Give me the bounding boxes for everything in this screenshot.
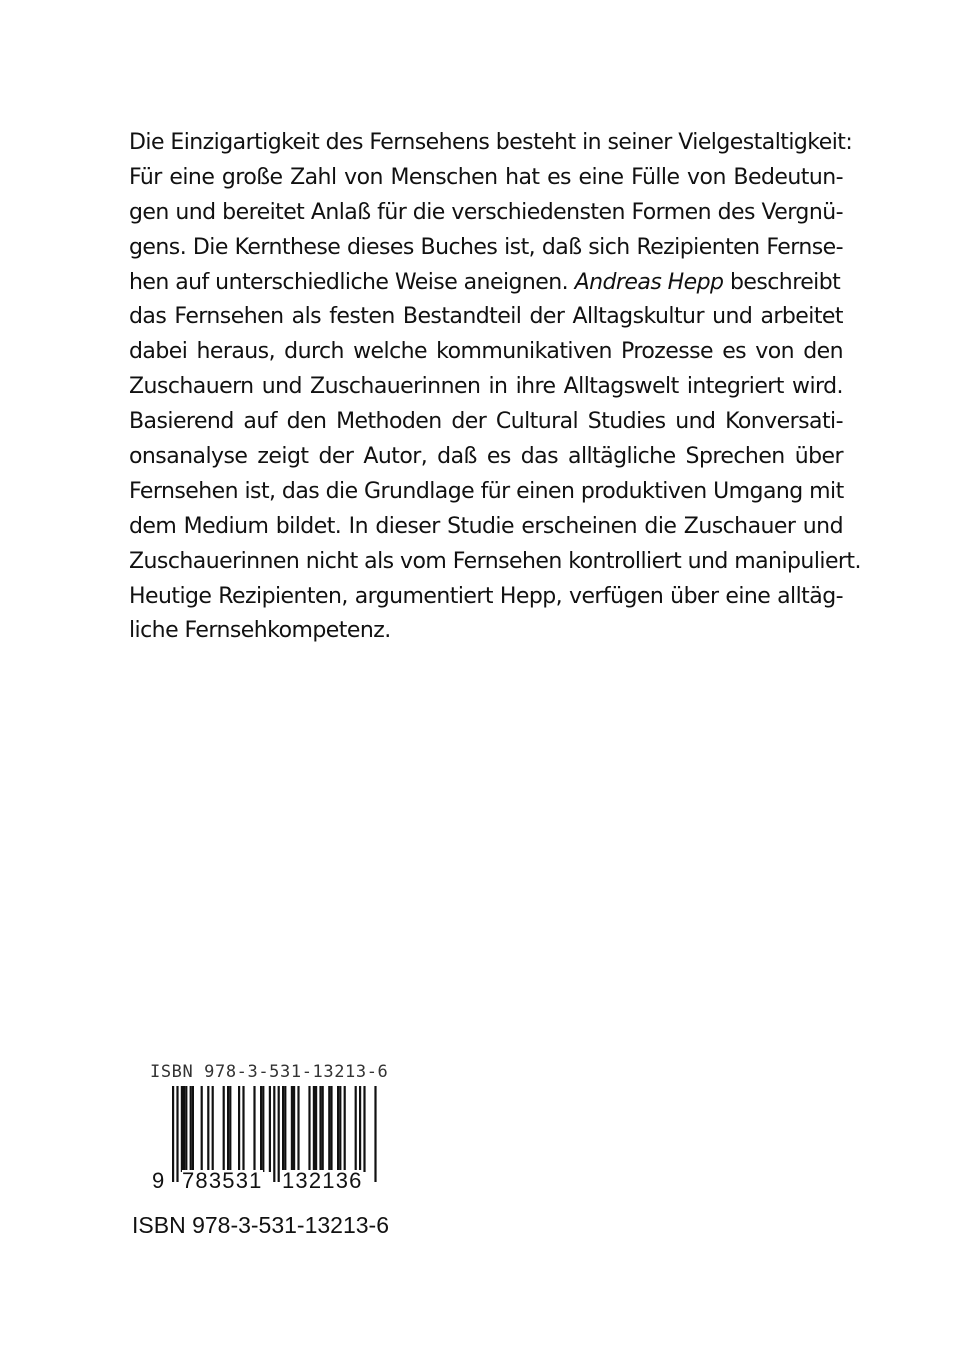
barcode-bar <box>328 1086 330 1172</box>
barcode-bar <box>192 1086 194 1172</box>
blurb-line: das Fernsehen als festen Bestandteil der Alltagskultur und arbeitet <box>129 304 843 330</box>
barcode-bar <box>262 1086 264 1172</box>
barcode-bar <box>344 1086 346 1172</box>
barcode-bar <box>223 1086 225 1172</box>
barcode-bar <box>260 1086 262 1172</box>
barcode-bar <box>319 1086 321 1172</box>
barcode-digits-left: 783531 <box>182 1168 263 1193</box>
blurb-line: onsanalyse zeigt der Autor, daß es das alltägliche Sprechen über <box>129 444 843 470</box>
barcode-bar <box>374 1086 376 1182</box>
barcode-bar <box>359 1086 361 1172</box>
barcode-bar <box>201 1086 203 1172</box>
barcode-bar <box>330 1086 332 1172</box>
barcode-bar <box>229 1086 231 1172</box>
isbn-text: ISBN 978-3-531-13213-6 <box>132 1212 389 1238</box>
blurb-line: dem Medium bildet. In dieser Studie erscheinen die Zuschauer und <box>129 513 843 539</box>
barcode-bar <box>278 1086 280 1182</box>
barcode-bar <box>176 1086 178 1182</box>
barcode-digits-right: 132136 <box>282 1168 363 1193</box>
barcode-bar <box>227 1086 229 1172</box>
barcode-bar <box>185 1086 187 1172</box>
barcode-bar <box>181 1086 183 1172</box>
blurb-line: Zuschauern und Zuschauerinnen in ihre Alltagswelt integriert wird. <box>129 374 843 400</box>
barcode-bar <box>293 1086 295 1172</box>
blurb-line: hen auf unterschiedliche Weise aneignen. <box>129 269 569 295</box>
blurb-line: dabei heraus, durch welche kommunikativen Prozesse es von den <box>129 339 843 365</box>
blurb-line-with-author <box>129 266 843 301</box>
barcode-bar <box>238 1086 240 1172</box>
barcode-bar <box>183 1086 185 1172</box>
barcode-bar <box>242 1086 244 1172</box>
barcode-bar <box>172 1086 174 1182</box>
back-cover-blurb <box>129 126 861 649</box>
blurb-line: liche Fernsehkompetenz. <box>129 618 391 644</box>
barcode-bar <box>282 1086 284 1172</box>
author-name: Andreas Hepp <box>574 269 724 295</box>
blurb-line: Die Einzigartigkeit des Fernsehens besteht in seiner Vielgestaltigkeit: <box>129 130 853 155</box>
barcode-bar <box>363 1086 365 1172</box>
barcode-bar <box>355 1086 357 1172</box>
barcode-bar <box>339 1086 341 1172</box>
barcode-bar <box>297 1086 299 1172</box>
barcode-bar <box>322 1086 324 1172</box>
barcode-bar <box>313 1086 315 1172</box>
barcode-digit-lead: 9 <box>152 1168 165 1193</box>
blurb-line: Für eine große Zahl von Menschen hat es eine Fülle von Bedeutun- <box>129 164 843 190</box>
isbn-barcode <box>146 1062 396 1192</box>
blurb-line: Heutige Rezipienten, argumentiert Hepp, verfügen über eine alltäg- <box>129 583 843 609</box>
barcode-bar <box>284 1086 286 1172</box>
barcode-bar <box>207 1086 209 1172</box>
blurb-line: Zuschauerinnen nicht als vom Fernsehen kontrolliert und manipuliert. <box>129 548 861 574</box>
barcode-bar <box>308 1086 310 1172</box>
blurb-line: gen und bereitet Anlaß für die verschiedensten Formen des Vergnü- <box>129 199 843 225</box>
blurb-line: gens. Die Kernthese dieses Buches ist, daß sich Rezipienten Fernse- <box>129 234 843 260</box>
barcode-bar <box>253 1086 255 1172</box>
barcode-bar <box>315 1086 317 1172</box>
barcode-bar <box>212 1086 214 1172</box>
blurb-line: Basierend auf den Methoden der Cultural Studies und Konversati- <box>129 409 843 435</box>
barcode-isbn-label: ISBN 978-3-531-13213-6 <box>150 1062 389 1082</box>
barcode-bar <box>291 1086 293 1172</box>
barcode-bar <box>337 1086 339 1172</box>
barcode-bar <box>273 1086 275 1182</box>
blurb-line: Fernsehen ist, das die Grundlage für einen produktiven Umgang mit <box>129 478 844 504</box>
barcode-bar <box>190 1086 192 1172</box>
blurb-line: beschreibt <box>729 269 841 295</box>
barcode-bar <box>269 1086 271 1172</box>
